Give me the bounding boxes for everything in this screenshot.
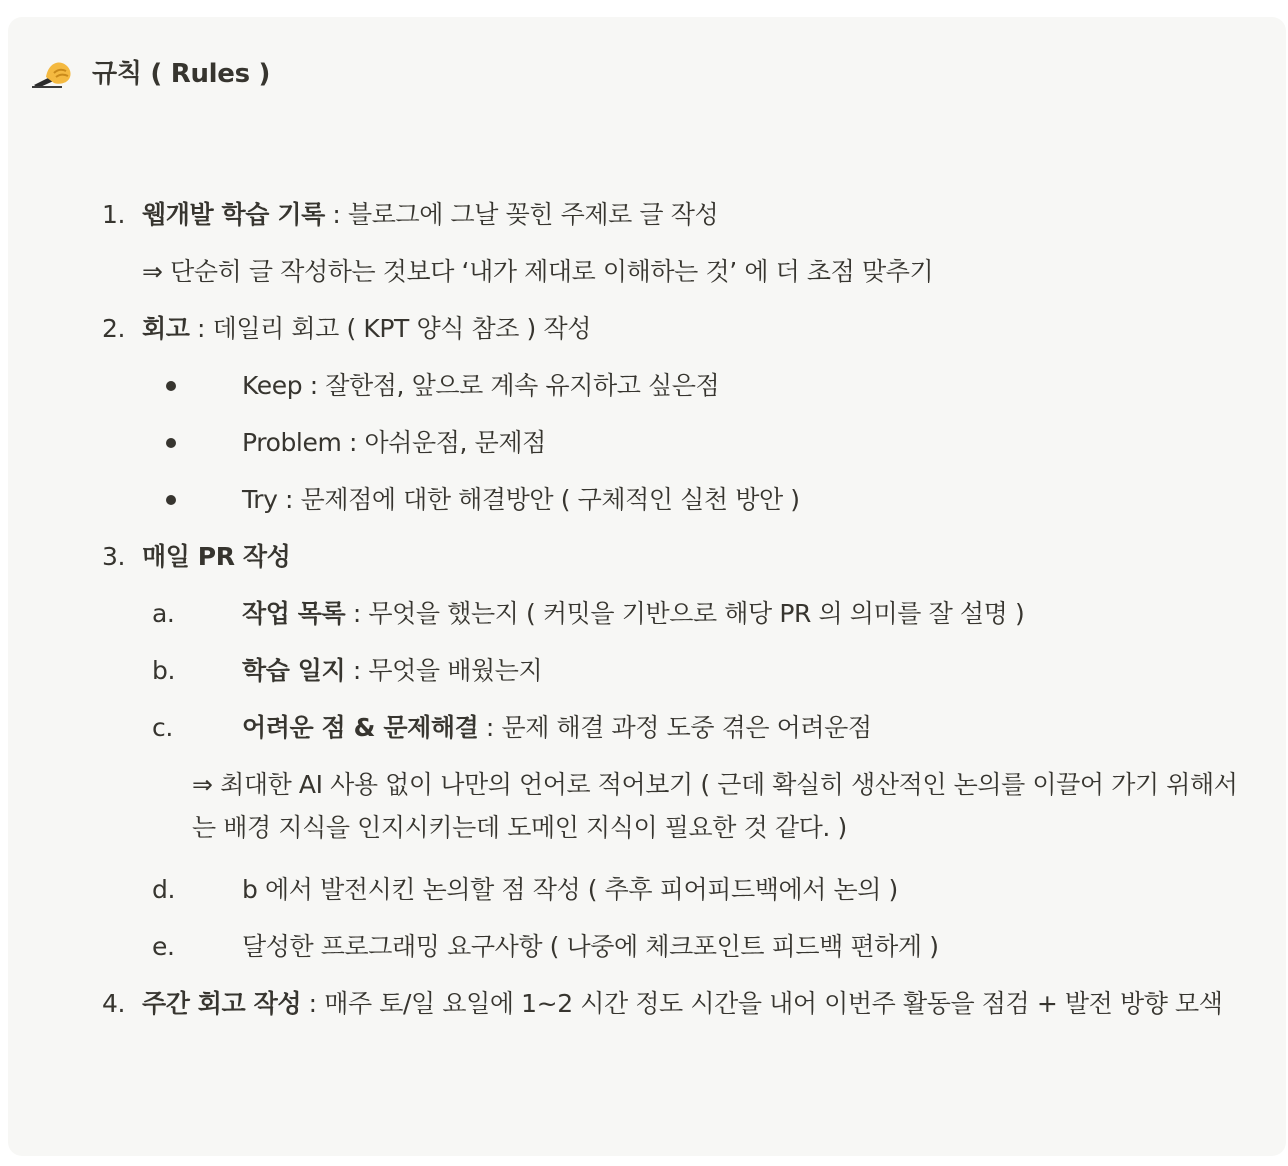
bullet-text: Problem : 아쉬운점, 문제점 (242, 428, 546, 457)
sub-item-letter: d. (152, 875, 176, 904)
bullet-text: Keep : 잘한점, 앞으로 계속 유지하고 싶은점 (242, 371, 720, 400)
rule-heading: 주간 회고 작성 (142, 989, 302, 1018)
sub-item-note: ⇒ 최대한 AI 사용 없이 나만의 언어로 적어보기 ( 근데 확실히 생산적인 논의를 이끌어 가기 위해서는 배경 지식을 인지시키는데 도메인 지식이 필요한 것 같다. ) (192, 770, 1238, 842)
bullet-text: Try : 문제점에 대한 해결방안 ( 구체적인 실천 방안 ) (242, 485, 800, 514)
sub-item-heading: 학습 일지 (242, 656, 346, 685)
rule-note: ⇒ 단순히 글 작성하는 것보다 ‘내가 제대로 이해하는 것’ 에 더 초점 맞추기 (142, 257, 934, 286)
bullet-icon (166, 438, 176, 448)
rule-description: : 매주 토/일 요일에 1~2 시간 정도 시간을 내어 이번주 활동을 점검 + 발전 방향 모색 (301, 989, 1223, 1018)
sub-item-text (152, 712, 1252, 744)
list-number: 2. (102, 314, 126, 343)
sub-item-text (152, 655, 1252, 687)
rule-heading: 매일 PR 작성 (142, 542, 291, 571)
sub-item-heading: 작업 목록 (242, 599, 346, 628)
bullet-icon (166, 495, 176, 505)
list-number: 1. (102, 200, 126, 229)
rule-text (102, 313, 1252, 345)
sub-item-text (152, 931, 1252, 963)
sub-item (102, 712, 1252, 744)
sub-item-description: b 에서 발전시킨 논의할 점 작성 ( 추후 피어피드백에서 논의 ) (242, 875, 898, 904)
bullet-item (102, 484, 1252, 516)
sub-item (102, 931, 1252, 963)
sub-item-heading: 어려운 점 & 문제해결 (242, 713, 479, 742)
sub-item-text (152, 598, 1252, 630)
rules-list (102, 199, 1252, 1050)
rule-item (102, 541, 1252, 573)
bullet-item (102, 370, 1252, 402)
bullet-icon (166, 381, 176, 391)
sub-item-letter: c. (152, 713, 173, 742)
rule-description: : 블로그에 그날 꽂힌 주제로 글 작성 (324, 200, 719, 229)
writing-hand-icon (32, 55, 74, 89)
callout-title: 규칙 ( Rules ) (92, 59, 271, 89)
sub-item (102, 874, 1252, 906)
list-number: 4. (102, 989, 126, 1018)
sub-item-description: : 무엇을 배웠는지 (345, 656, 543, 685)
sub-item-letter: e. (152, 932, 175, 961)
callout-header (32, 53, 270, 90)
rule-item (102, 199, 1252, 231)
rule-item (102, 982, 1252, 1025)
sub-item-letter: a. (152, 599, 175, 628)
sub-item (102, 655, 1252, 687)
rules-callout (8, 17, 1286, 1156)
rule-description: : 데일리 회고 ( KPT 양식 참조 ) 작성 (189, 314, 591, 343)
sub-item-letter: b. (152, 656, 176, 685)
bullet-item (102, 427, 1252, 459)
rule-heading: 회고 (142, 314, 190, 343)
sub-item-text (152, 874, 1252, 906)
sub-item-description: 달성한 프로그래밍 요구사항 ( 나중에 체크포인트 피드백 편하게 ) (242, 932, 939, 961)
list-number: 3. (102, 542, 126, 571)
sub-item (102, 598, 1252, 630)
rule-text (102, 982, 1252, 1025)
rule-text (102, 541, 1252, 573)
sub-item-description: : 문제 해결 과정 도중 겪은 어려운점 (478, 713, 872, 742)
sub-item-description: : 무엇을 했는지 ( 커밋을 기반으로 해당 PR 의 의미를 잘 설명 ) (345, 599, 1025, 628)
rule-item (102, 313, 1252, 345)
rule-text (102, 199, 1252, 231)
rule-heading: 웹개발 학습 기록 (142, 200, 325, 229)
